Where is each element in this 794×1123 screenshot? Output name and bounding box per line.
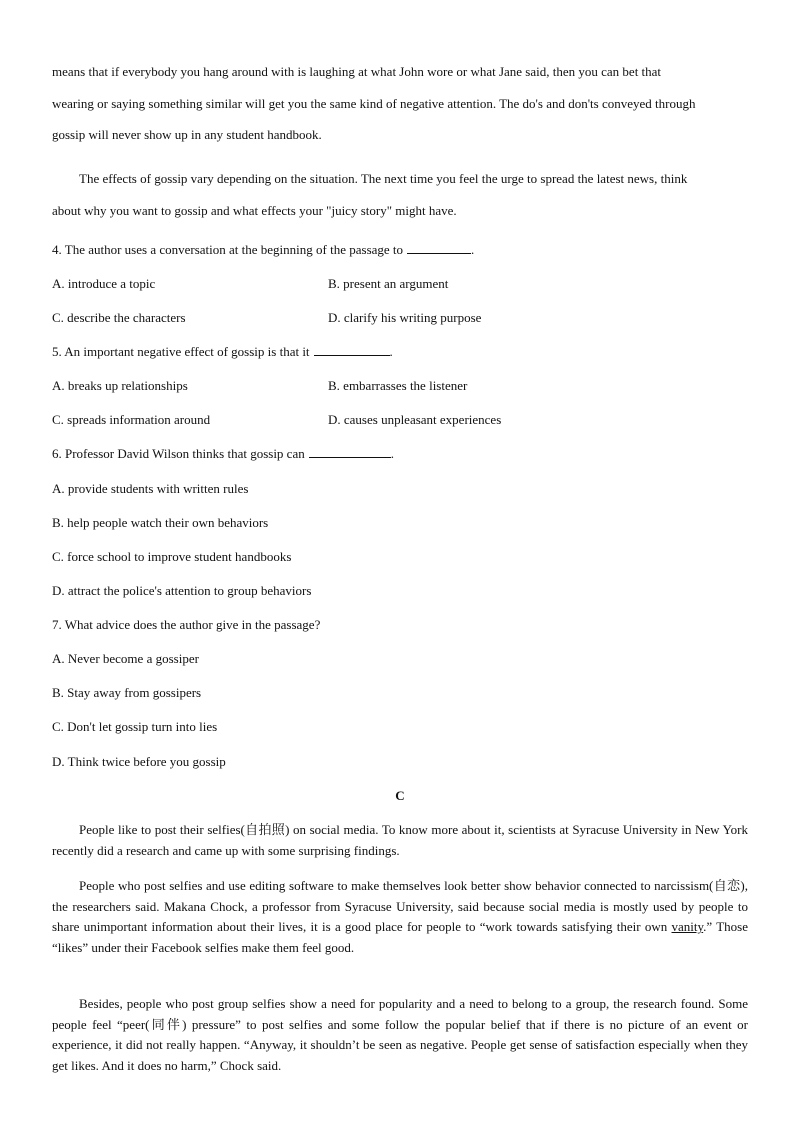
passage-paragraph-3: Besides, people who post group selfies show a need for popularity and a need to belong to a group, the research found. Some people feel “peer(同伴) pressure” to post selfies and some follow the popular belief that if there is no picture of an event or experience, it did not really happen. “Anyway, it shouldn’t be seen as negative. People get sense of satisfaction especially when they get likes. And it does no harm,” Chock said. — [52, 996, 748, 1074]
option-b: B. embarrasses the listener — [328, 378, 468, 393]
section-heading: C — [395, 788, 405, 803]
passage-line: wearing or saying something similar will get you the same kind of negative attention. The do's and don'ts conveyed through — [52, 96, 696, 111]
option-c: C. describe the characters — [52, 310, 186, 325]
question-7-stem: 7. What advice does the author give in the passage? — [52, 617, 321, 632]
option-d: D. Think twice before you gossip — [52, 754, 226, 769]
passage-line: means that if everybody you hang around with is laughing at what John wore or what Jane said, then you can bet that — [52, 64, 662, 79]
passage-paragraph-1: People like to post their selfies(自拍照) on social media. To know more about it, scientists at Syracuse University in New York recently did a research and came up with some surprising findings. — [52, 822, 748, 858]
option-a: A. provide students with written rules — [52, 481, 249, 496]
paragraph-text: .” Those “likes” under their Facebook selfies make them feel good. — [52, 919, 748, 956]
passage-line: The effects of gossip vary depending on the situation. The next time you feel the urge to spread the latest news, think — [79, 171, 688, 186]
question-stem-text: 5. An important negative effect of gossip is that it — [52, 344, 310, 359]
question-5-stem: 5. An important negative effect of gossip is that it . — [52, 344, 393, 359]
passage-line: about why you want to gossip and what effects your "juicy story" might have. — [52, 203, 457, 218]
option-c: C. spreads information around — [52, 412, 211, 427]
option-c: C. Don't let gossip turn into lies — [52, 719, 218, 734]
option-a: A. introduce a topic — [52, 276, 156, 291]
passage-paragraph-2 — [52, 876, 748, 959]
option-a: A. Never become a gossiper — [52, 651, 199, 666]
option-d: D. causes unpleasant experiences — [328, 412, 502, 427]
option-d: D. attract the police's attention to group behaviors — [52, 583, 312, 598]
option-d: D. clarify his writing purpose — [328, 310, 482, 325]
paragraph-text: People who post selfies and use editing software to make themselves look better show behavior connected to narcissism(自恋), the researchers said. Makana Chock, a professor from Syracuse University, said because social media is mostly used by people to share unimportant information about their lives, it is a good place for people to “work towards satisfying their own — [52, 878, 748, 935]
option-b: B. Stay away from gossipers — [52, 685, 202, 700]
question-stem-text: 4. The author uses a conversation at the beginning of the passage to — [52, 242, 404, 257]
passage-line: gossip will never show up in any student handbook. — [52, 127, 322, 142]
option-c: C. force school to improve student handbooks — [52, 549, 292, 564]
question-6-stem: 6. Professor David Wilson thinks that gossip can . — [52, 446, 394, 461]
answer-blank — [314, 344, 390, 356]
question-4-stem: 4. The author uses a conversation at the beginning of the passage to . — [52, 242, 475, 257]
underlined-word: vanity — [671, 919, 704, 935]
option-b: B. help people watch their own behaviors — [52, 515, 269, 530]
option-a: A. breaks up relationships — [52, 378, 188, 393]
answer-blank — [407, 242, 471, 254]
question-stem-text: 6. Professor David Wilson thinks that gossip can — [52, 446, 305, 461]
answer-blank — [309, 446, 391, 458]
option-b: B. present an argument — [328, 276, 449, 291]
